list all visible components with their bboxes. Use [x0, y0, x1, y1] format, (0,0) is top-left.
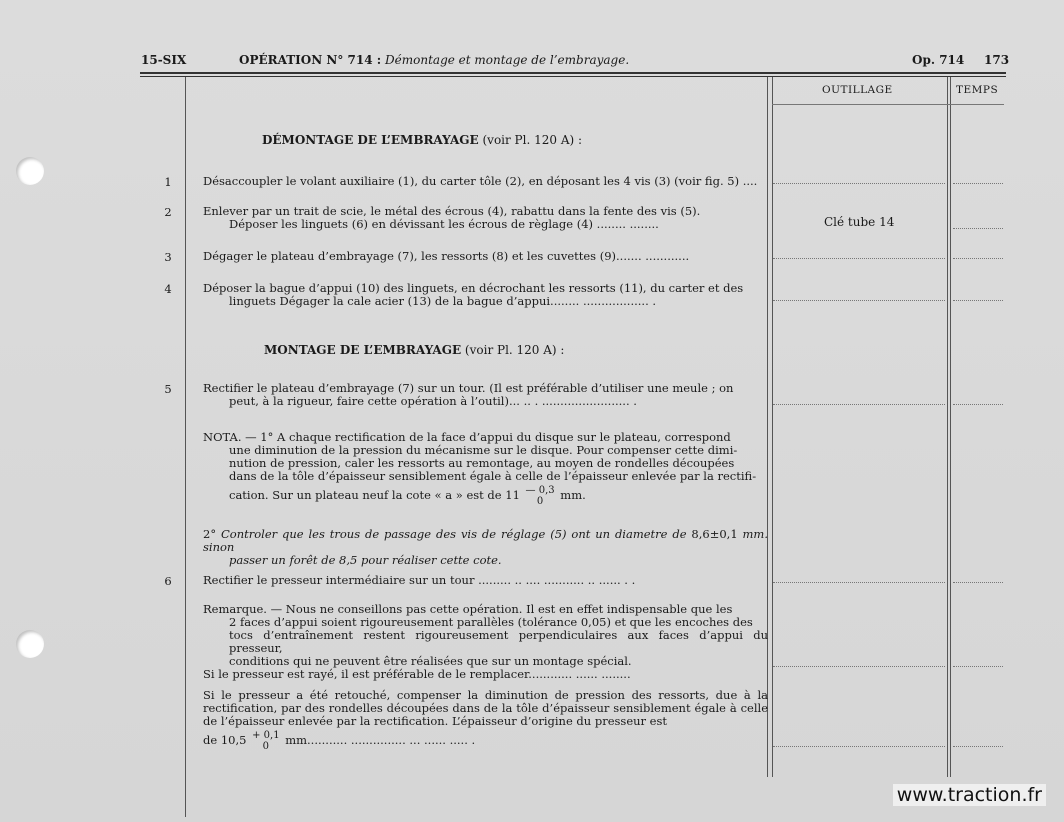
- nota-line-text: Controler que les trous de passage des vis de réglage (5) ont un diametre de: [220, 527, 687, 541]
- nota-line: [203, 483, 768, 507]
- leader-line: [773, 258, 945, 259]
- section-reference: (voir Pl. 120 A) :: [464, 343, 565, 357]
- column-divider: [947, 77, 948, 777]
- leader-line: [773, 666, 945, 667]
- step-number: 2: [164, 205, 172, 219]
- remarque-line: Si le presseur est rayé, il est préférable de le remplacer............ ...... ........: [203, 667, 631, 681]
- remarque-paragraph: [203, 603, 768, 681]
- nota-paragraph: [203, 431, 768, 507]
- step-line: peut, à la rigueur, faire cette opération à l’outil)... .. . ........................ .: [229, 394, 637, 408]
- operation-heading: [239, 53, 629, 67]
- remarque-line: 2 faces d’appui soient rigoureusement parallèles (tolérance 0,05) et que les encoches des: [229, 615, 753, 629]
- header-rule: [140, 76, 1006, 77]
- retouche-line-text: de 10,5: [203, 733, 247, 747]
- tolerance-upper: + 0,1: [252, 730, 280, 741]
- leader-line: [773, 300, 945, 301]
- nota-line: passer un forêt de 8,5 pour réaliser cette cote.: [229, 553, 502, 567]
- retouche-line: Si le presseur a été retouché, compenser la diminution de pression des ressorts, due à la: [203, 688, 768, 702]
- step-line: linguets Dégager la cale acier (13) de la bague d’appui........ .................. .: [229, 294, 657, 308]
- tolerance-upper: — 0,3: [525, 485, 555, 496]
- remarque-line: conditions qui ne peuvent être réalisées que sur un montage spécial.: [229, 654, 632, 668]
- leader-line: [953, 258, 1003, 259]
- leader-line: [773, 404, 945, 405]
- remarque-line: tocs d’entraînement restent rigoureusement perpendiculaires aux faces d’appui du presseur,: [229, 628, 768, 655]
- section-title-demontage: [262, 133, 582, 147]
- punch-hole: [16, 630, 44, 658]
- tolerance: [526, 485, 555, 507]
- leader-line: [773, 746, 945, 747]
- leader-line: [953, 666, 1003, 667]
- step-number: 3: [164, 250, 172, 264]
- nota-line-text: mm.: [560, 488, 586, 502]
- watermark: www.traction.fr: [893, 784, 1046, 806]
- nota-line: nution de pression, caler les ressorts au remontage, au moyen de rondelles découpées: [229, 456, 735, 470]
- tolerance-lower: 0: [262, 741, 270, 752]
- nota-2-paragraph: [203, 528, 768, 567]
- nota-line: dans de la tôle d’épaisseur sensiblement égale à celle de l’épaisseur enlevée par la rectifi-: [229, 469, 757, 483]
- retouche-line: à celle de l’épaisseur enlevée par la rectification. L’épaisseur d’origine du presseur est: [203, 701, 769, 728]
- nota-line-text: mm. sinon: [203, 527, 768, 554]
- page-number: 173: [984, 53, 1010, 67]
- punch-hole: [16, 157, 44, 185]
- operation-title: Démontage et montage de l’embrayage.: [385, 53, 630, 67]
- column-header-tools: OUTILLAGE: [822, 84, 893, 96]
- section-title-text: MONTAGE DE L’EMBRAYAGE: [264, 343, 462, 357]
- leader-line: [953, 300, 1003, 301]
- retouche-line: [203, 728, 768, 752]
- tolerance-lower: 0: [536, 496, 544, 507]
- leader-line: [773, 582, 945, 583]
- leader-line: [953, 746, 1003, 747]
- leader-line: [953, 183, 1003, 184]
- section-title-text: DÉMONTAGE DE L’EMBRAYAGE: [262, 133, 479, 147]
- tolerance: [252, 730, 279, 752]
- step-line: Rectifier le plateau d’embrayage (7) sur un tour. (Il est préférable d’utiliser une meule ; on: [203, 381, 734, 395]
- section-title-montage: [264, 343, 564, 357]
- nota-line-text: 2°: [203, 527, 221, 541]
- step-text: Rectifier le presseur intermédiaire sur un tour ......... .. .... ........... .. ...... . .: [203, 573, 636, 587]
- column-divider: [772, 77, 773, 777]
- nota-line: NOTA. — 1° A chaque rectification de la face d’appui du disque sur le plateau, correspond: [203, 430, 731, 444]
- step-text: [203, 382, 768, 408]
- retouche-paragraph: [203, 689, 768, 752]
- retouche-line: rectification, par des rondelles découpées dans de la tôle d’épaisseur sensiblement égale: [203, 701, 726, 715]
- column-divider: [950, 77, 951, 777]
- step-line: Déposer les linguets (6) en dévissant les écrous de règlage (4) ........ ........: [229, 217, 659, 231]
- step-line: Déposer la bague d’appui (10) des linguets, en décrochant les ressorts (11), du carter et des: [203, 281, 744, 295]
- step-text: Dégager le plateau d’embrayage (7), les ressorts (8) et les cuvettes (9)....... ............: [203, 249, 690, 263]
- remarque-line: Remarque. — Nous ne conseillons pas cette opération. Il est en effet indispensable que les: [203, 602, 733, 616]
- column-divider: [185, 77, 186, 817]
- op-reference: Op. 714: [912, 53, 965, 67]
- nota-line-text: 8,6±0,1: [686, 527, 743, 541]
- retouche-line-text: mm........... ............... ... ...... ..... .: [285, 733, 476, 747]
- leader-line: [953, 582, 1003, 583]
- step-text: [203, 205, 768, 231]
- step-number: 5: [164, 382, 172, 396]
- step-text: Désaccoupler le volant auxiliaire (1), du carter tôle (2), en déposant les 4 vis (3) (voir fig. 5) ....: [203, 174, 758, 188]
- series-label: 15-SIX: [141, 53, 187, 67]
- step-number: 4: [164, 282, 172, 296]
- step-line: Enlever par un trait de scie, le métal des écrous (4), rabattu dans la fente des vis (5).: [203, 204, 701, 218]
- tool-entry: Clé tube 14: [824, 215, 895, 229]
- leader-line: [773, 183, 945, 184]
- section-reference: (voir Pl. 120 A) :: [482, 133, 583, 147]
- column-header-time: TEMPS: [956, 84, 999, 96]
- step-number: 6: [164, 574, 172, 588]
- nota-line-text: cation. Sur un plateau neuf la cote « a » est de 11: [229, 488, 520, 502]
- leader-line: [953, 404, 1003, 405]
- leader-line: [953, 228, 1003, 229]
- step-number: 1: [164, 175, 172, 189]
- step-text: [203, 282, 768, 308]
- header-rule: [140, 72, 1006, 74]
- column-header-rule: [772, 104, 1004, 105]
- nota-line: une diminution de la pression du mécanisme sur le disque. Pour compenser cette dimi-: [229, 443, 738, 457]
- operation-number: OPÉRATION N° 714 :: [239, 53, 382, 67]
